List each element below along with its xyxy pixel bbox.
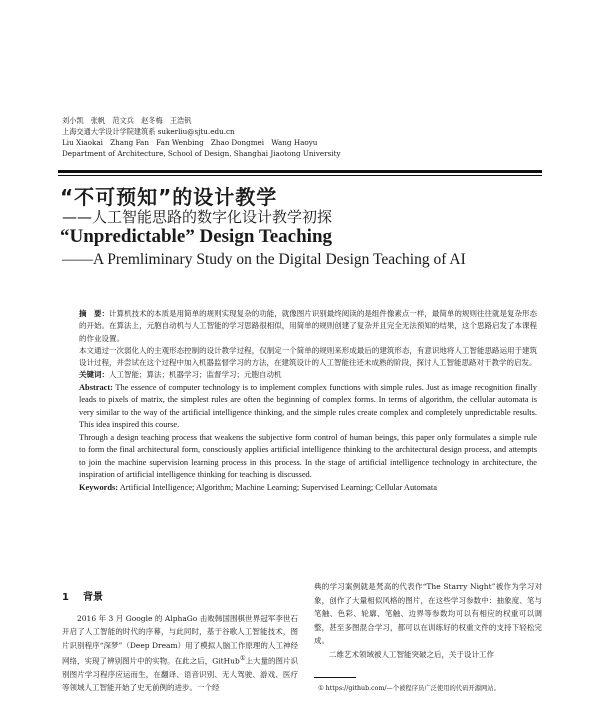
footnote-rule xyxy=(314,677,356,678)
subtitle-english: ——A Premliminary Study on the Digital Design Teaching of AI xyxy=(62,251,466,268)
abstract-en-label: Abstract: xyxy=(79,382,113,392)
abstract-cn-label: 摘 要： xyxy=(79,309,110,318)
abstract-cn-text1: 计算机技术的本质是用简单的规则实现复杂的功能，就像图片识别最终阅读的是组件像素点一样，最简单的规则往往就是复杂形态的开始。在算法上，元胞自动机与人工智能的学习思路很相似，用简单的规则创建了复杂并且完全无法预知的结果，这个思路启发了本课程的作业设置。 xyxy=(79,309,538,343)
author-names-en: Liu Xiaokai Zhang Fan Fan Wenbing Zhao Dongmei Wang Haoyu xyxy=(62,138,318,147)
title-rule-thin xyxy=(58,175,542,176)
title-english: “Unpredictable” Design Teaching xyxy=(60,226,333,247)
footnote-text: https://github.com/—个被程序员广泛使用的代码开源网站。 xyxy=(325,685,500,692)
footnote-marker[interactable]: ① xyxy=(239,654,246,662)
title-rule-thick xyxy=(58,170,542,173)
keywords-cn xyxy=(79,369,537,381)
abstract-cn-text2: 本文通过一次弱化人的主观形态控制的设计教学过程，仅制定一个简单的规则来形成最后的建筑形态，有意识地将人工智能思路运用于建筑设计过程，并尝试在这个过程中加入机器监督学习的方法，在建筑设计的人工智能往还未成熟的阶段，探讨人工智能思路对于教学的启发。 xyxy=(79,345,537,368)
footnote-mark: ① xyxy=(318,685,324,692)
abstract-en-para1 xyxy=(79,382,537,432)
body-paragraph xyxy=(62,612,298,694)
keywords-en xyxy=(79,482,537,495)
author-block xyxy=(62,115,341,159)
abstract-cn-para2 xyxy=(79,345,537,370)
keywords-cn-label: 关键词： xyxy=(79,370,109,380)
abstract-cn-para1 xyxy=(79,308,537,345)
body-text-1: 2016 年 3 月 Google 的 AlphaGo 击败韩国围棋世界冠军李世石开启了人工智能的时代的序幕，与此同时，基于谷歌人工智能技术，图片识别程序“深梦”（Deep Dream）用了模拟人脑工作原理的人工神经网络，实现了辨别图片中的实物。在此之后，GitHub xyxy=(62,614,298,666)
title-chinese: “不可预知”的设计教学 xyxy=(60,185,278,209)
body-paragraph: 二维艺术领域被人工智能突破之后，关于设计工作 xyxy=(329,649,494,659)
author-affiliation-en: Department of Architecture, School of Design, Shanghai Jiaotong University xyxy=(62,149,341,158)
keywords-en-text: Artificial Intelligence; Algorithm; Machine Learning; Supervised Learning; Cellular Automata xyxy=(119,482,437,492)
footnote xyxy=(318,684,540,694)
section-title: 背景 xyxy=(82,592,103,603)
body-text-1b: 上大量的图片识别图片学习程序应运而生，在翻译、语音识别、无人驾驶、游戏、医疗等领域人工智能开始了史无前例的进步。一个经 xyxy=(62,656,299,692)
subtitle-chinese: ——人工智能思路的数字化设计教学初探 xyxy=(62,208,333,226)
body-paragraph-continued: 典的学习案例就是梵高的代表作“The Starry Night”被作为学习对象，创作了大量相似风格的图片，在这些学习参数中：抽象度、笔与笔触、色彩、轮廓、笔触、边界等参数均可以有相应的权重可以调整，甚至多图混合学习，都可以在训练好的权重文件的支持下轻松完成。 xyxy=(314,582,542,646)
abstract-en-text1: The essence of computer technology is to implement complex functions with simple rules. Just as image recognition finally leads to pixels of matrix, the simplest rules are often the beginning of complex forms. In terms of algorithm, the cellular automata is very similar to the way of the artificial intelligence thinking, and the simple rules create complex and completely unpredictable results. This idea inspired this course. xyxy=(79,382,537,430)
body-column-left xyxy=(62,612,298,694)
abstract-block xyxy=(79,308,537,494)
abstract-en-text2: Through a design teaching process that weakens the subjective form control of human beings, this paper only formulates a simple rule to form the final architectural form, consciously applies artificial intelligence thinking to the architectural design process, and attempts to join the machine supervision learning process in this process. In the stage of artificial intelligence technology in architecture, the inspiration of artificial intelligence thinking for teaching is discussed. xyxy=(79,432,537,480)
abstract-en-para2 xyxy=(79,432,537,482)
section-number: 1 xyxy=(62,592,69,603)
author-names-cn: 刘小凯 张帆 范文兵 赵冬梅 王浩钒 xyxy=(62,116,192,125)
keywords-en-label: Keywords: xyxy=(79,482,119,492)
keywords-cn-text: 人工智能；算法；机器学习；监督学习；元胞自动机 xyxy=(109,370,282,380)
body-column-right xyxy=(314,580,542,662)
author-affiliation-cn: 上海交通大学设计学院建筑系 sukerliu@sjtu.edu.cn xyxy=(62,127,235,136)
section-heading xyxy=(62,588,103,603)
